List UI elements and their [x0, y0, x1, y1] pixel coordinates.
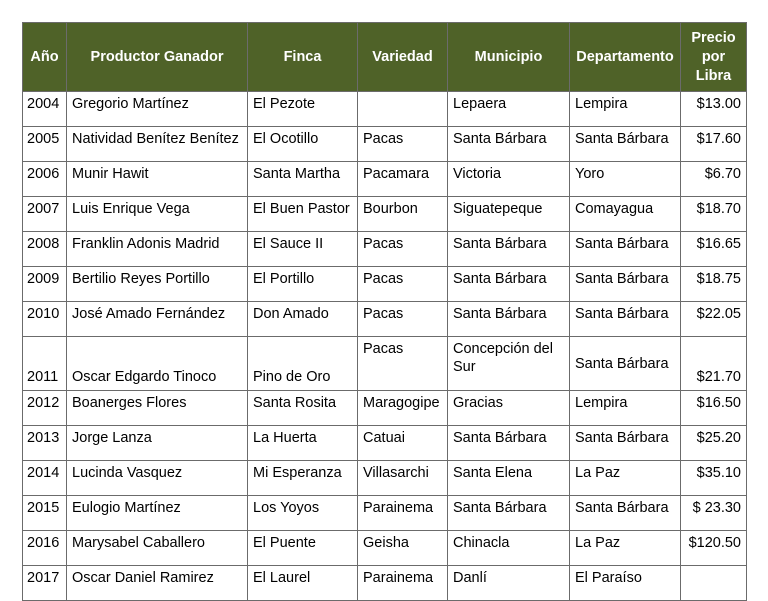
producer-cell: Franklin Adonis Madrid	[67, 232, 248, 267]
year-cell: 2005	[23, 127, 67, 162]
table-row	[23, 92, 747, 127]
price-cell: $13.00	[681, 92, 747, 127]
year-cell: 2016	[23, 531, 67, 566]
price-cell: $17.60	[681, 127, 747, 162]
table-row	[23, 267, 747, 302]
municipality-cell: Santa Bárbara	[448, 426, 570, 461]
price-cell: $22.05	[681, 302, 747, 337]
farm-cell: Don Amado	[248, 302, 358, 337]
producer-cell: Bertilio Reyes Portillo	[67, 267, 248, 302]
year-cell: 2017	[23, 566, 67, 601]
municipality-cell: Santa Bárbara	[448, 127, 570, 162]
variety-cell: Parainema	[358, 496, 448, 531]
department-cell: Yoro	[570, 162, 681, 197]
table-row	[23, 566, 747, 601]
variety-cell	[358, 92, 448, 127]
price-cell: $ 23.30	[681, 496, 747, 531]
price-cell: $25.20	[681, 426, 747, 461]
municipality-cell: Santa Bárbara	[448, 232, 570, 267]
farm-cell: El Buen Pastor	[248, 197, 358, 232]
department-cell: Comayagua	[570, 197, 681, 232]
producer-cell: Jorge Lanza	[67, 426, 248, 461]
header-price: Precio por Libra	[681, 23, 747, 92]
producer-cell: Natividad Benítez Benítez	[67, 127, 248, 162]
price-cell: $120.50	[681, 531, 747, 566]
municipality-cell: Santa Bárbara	[448, 496, 570, 531]
table-row	[23, 127, 747, 162]
year-cell: 2004	[23, 92, 67, 127]
producer-cell: Lucinda Vasquez	[67, 461, 248, 496]
variety-cell: Pacas	[358, 337, 448, 391]
department-cell: Lempira	[570, 92, 681, 127]
producer-cell: Oscar Edgardo Tinoco	[67, 337, 248, 391]
department-cell: La Paz	[570, 531, 681, 566]
year-cell: 2006	[23, 162, 67, 197]
year-cell: 2009	[23, 267, 67, 302]
department-cell: Lempira	[570, 391, 681, 426]
department-cell: Santa Bárbara	[570, 267, 681, 302]
table-row	[23, 197, 747, 232]
department-cell: Santa Bárbara	[570, 232, 681, 267]
farm-cell: El Sauce II	[248, 232, 358, 267]
municipality-cell: Chinacla	[448, 531, 570, 566]
municipality-cell: Victoria	[448, 162, 570, 197]
farm-cell: El Pezote	[248, 92, 358, 127]
farm-cell: La Huerta	[248, 426, 358, 461]
producer-cell: Munir Hawit	[67, 162, 248, 197]
table-row	[23, 426, 747, 461]
table-row	[23, 461, 747, 496]
variety-cell: Villasarchi	[358, 461, 448, 496]
header-year: Año	[23, 23, 67, 92]
department-cell: El Paraíso	[570, 566, 681, 601]
municipality-cell: Concepción del Sur	[448, 337, 570, 391]
variety-cell: Bourbon	[358, 197, 448, 232]
table-row	[23, 302, 747, 337]
farm-cell: Mi Esperanza	[248, 461, 358, 496]
winners-table	[22, 22, 747, 601]
table-row	[23, 531, 747, 566]
year-cell: 2008	[23, 232, 67, 267]
variety-cell: Pacas	[358, 232, 448, 267]
table-row	[23, 496, 747, 531]
price-cell: $16.50	[681, 391, 747, 426]
producer-cell: Gregorio Martínez	[67, 92, 248, 127]
municipality-cell: Santa Elena	[448, 461, 570, 496]
year-cell: 2013	[23, 426, 67, 461]
variety-cell: Geisha	[358, 531, 448, 566]
price-cell: $21.70	[681, 337, 747, 391]
year-cell: 2007	[23, 197, 67, 232]
variety-cell: Pacas	[358, 127, 448, 162]
table-row	[23, 232, 747, 267]
farm-cell: Pino de Oro	[248, 337, 358, 391]
department-cell: Santa Bárbara	[570, 127, 681, 162]
producer-cell: Luis Enrique Vega	[67, 197, 248, 232]
municipality-cell: Gracias	[448, 391, 570, 426]
variety-cell: Pacas	[358, 267, 448, 302]
department-cell: Santa Bárbara	[570, 496, 681, 531]
farm-cell: Santa Martha	[248, 162, 358, 197]
variety-cell: Maragogipe	[358, 391, 448, 426]
header-municipality: Municipio	[448, 23, 570, 92]
farm-cell: El Puente	[248, 531, 358, 566]
table-row	[23, 162, 747, 197]
variety-cell: Catuai	[358, 426, 448, 461]
municipality-cell: Santa Bárbara	[448, 302, 570, 337]
variety-cell: Pacas	[358, 302, 448, 337]
year-cell: 2010	[23, 302, 67, 337]
price-cell: $6.70	[681, 162, 747, 197]
table-row	[23, 391, 747, 426]
municipality-cell: Danlí	[448, 566, 570, 601]
header-variety: Variedad	[358, 23, 448, 92]
producer-cell: Eulogio Martínez	[67, 496, 248, 531]
farm-cell: Santa Rosita	[248, 391, 358, 426]
department-cell: Santa Bárbara	[570, 426, 681, 461]
producer-cell: Boanerges Flores	[67, 391, 248, 426]
header-department: Departamento	[570, 23, 681, 92]
municipality-cell: Lepaera	[448, 92, 570, 127]
department-cell: Santa Bárbara	[570, 337, 681, 391]
header-farm: Finca	[248, 23, 358, 92]
farm-cell: El Portillo	[248, 267, 358, 302]
department-cell: La Paz	[570, 461, 681, 496]
price-cell: $16.65	[681, 232, 747, 267]
municipality-cell: Siguatepeque	[448, 197, 570, 232]
table-row	[23, 337, 747, 391]
department-cell: Santa Bárbara	[570, 302, 681, 337]
year-cell: 2014	[23, 461, 67, 496]
price-cell	[681, 566, 747, 601]
header-row	[23, 23, 747, 92]
farm-cell: El Ocotillo	[248, 127, 358, 162]
price-cell: $18.75	[681, 267, 747, 302]
year-cell: 2015	[23, 496, 67, 531]
variety-cell: Pacamara	[358, 162, 448, 197]
header-producer: Productor Ganador	[67, 23, 248, 92]
year-cell: 2012	[23, 391, 67, 426]
producer-cell: Oscar Daniel Ramirez	[67, 566, 248, 601]
municipality-cell: Santa Bárbara	[448, 267, 570, 302]
producer-cell: Marysabel Caballero	[67, 531, 248, 566]
variety-cell: Parainema	[358, 566, 448, 601]
year-cell: 2011	[23, 337, 67, 391]
farm-cell: El Laurel	[248, 566, 358, 601]
farm-cell: Los Yoyos	[248, 496, 358, 531]
price-cell: $18.70	[681, 197, 747, 232]
price-cell: $35.10	[681, 461, 747, 496]
producer-cell: José Amado Fernández	[67, 302, 248, 337]
